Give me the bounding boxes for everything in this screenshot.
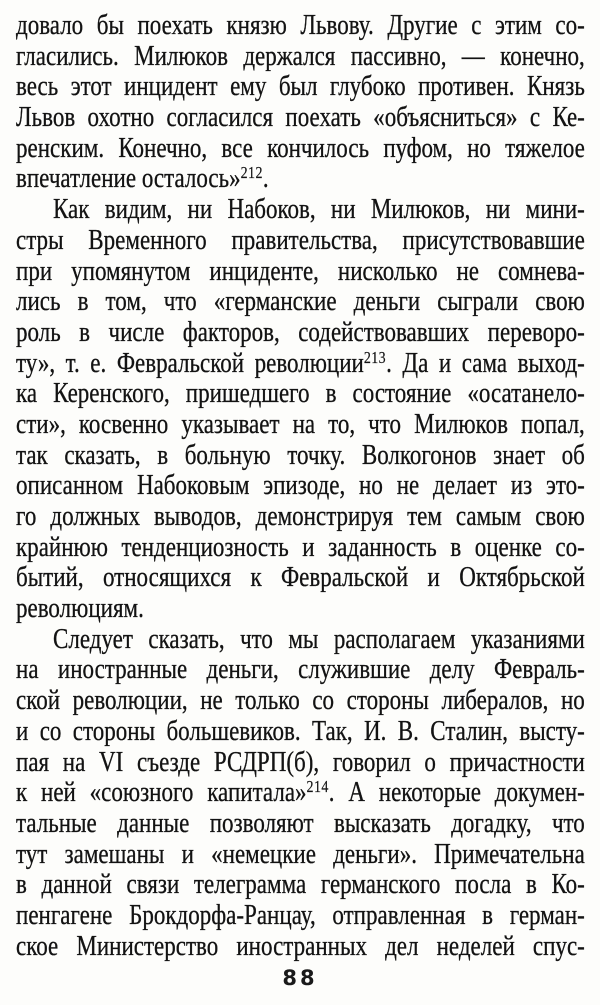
- text-line: ской революции, не только со стороны либералов, но: [16, 685, 585, 717]
- text-line: на иностранные деньги, служившие делу Февраль-: [16, 654, 585, 686]
- footnote-reference: 212: [240, 163, 263, 183]
- text-line: при упомянутом инциденте, нисколько не сомнева-: [16, 255, 585, 287]
- text-line: ту», т. е. Февральской революции$^{213}$. Да и сама выход-: [16, 347, 585, 379]
- text-line: в данной связи телеграмма германского посла в Ко-: [16, 869, 585, 901]
- text-line: бытий, относящихся к Февральской и Октябрьской: [16, 562, 585, 594]
- text-line: Как видим, ни Набоков, ни Милюков, ни мини-: [52, 194, 585, 226]
- text-line: пенгагене Брокдорфа-Ранцау, отправленная в герман-: [16, 899, 585, 931]
- text-line: весь этот инцидент ему был глубоко противен. Князь: [16, 71, 585, 103]
- text-line: тальные данные позволяют высказать догадку, что: [16, 807, 585, 839]
- text-line: го должных выводов, демонстрируя тем самым свою: [16, 501, 585, 532]
- text-line: к ней «союзного капитала»$^{214}$. А некоторые докумен-: [16, 777, 585, 809]
- text-block: [16, 11, 585, 962]
- text-line: ское Министерство иностранных дел неделей спус-: [16, 930, 585, 962]
- text-line: пая на VI съезде РСДРП(б), говорил о причастности: [16, 746, 585, 778]
- text-line: крайнюю тенденциозность и заданность в оценке со-: [16, 531, 585, 563]
- text-line: сти», косвенно указывает на то, что Милюков попал,: [16, 408, 585, 440]
- text-line: Следует сказать, что мы располагаем указаниями: [52, 623, 585, 655]
- text-line: лись в том, что «германские деньги сыграли свою: [16, 286, 585, 318]
- text-line: ка Керенского, пришедшего в состояние «осатанело-: [16, 378, 585, 410]
- text-line: и со стороны большевиков. Так, И. В. Сталин, высту-: [16, 715, 585, 747]
- text-line: Львов охотно согласился поехать «объясниться» с Ке-: [16, 102, 585, 134]
- text-line: описанном Набоковым эпизоде, но не делает из это-: [16, 470, 585, 502]
- text-line: довало бы поехать князю Львову. Другие с этим со-: [16, 10, 585, 41]
- text-line: впечатление осталось»$^{212}$.: [16, 163, 269, 195]
- text-line: ренским. Конечно, все кончилось пуфом, но тяжелое: [16, 132, 585, 164]
- text-line: так сказать, в больную точку. Волкогонов знает об: [16, 439, 585, 471]
- paragraph: [16, 625, 585, 963]
- footnote-reference: 213: [363, 347, 387, 367]
- text-line: тут замешаны и «немецкие деньги». Примечательна: [16, 838, 585, 870]
- page-number: 88: [282, 966, 318, 990]
- paragraph: [16, 11, 585, 195]
- paragraph: [16, 195, 585, 625]
- footnote-reference: 214: [306, 777, 329, 797]
- text-line: роль в числе факторов, содействовавших переворо-: [16, 316, 585, 348]
- text-line: стры Временного правительства, присутствовавшие: [16, 224, 585, 256]
- text-line: гласились. Милюков держался пассивно, — конечно,: [16, 40, 585, 72]
- text-line: революциям.: [16, 593, 144, 625]
